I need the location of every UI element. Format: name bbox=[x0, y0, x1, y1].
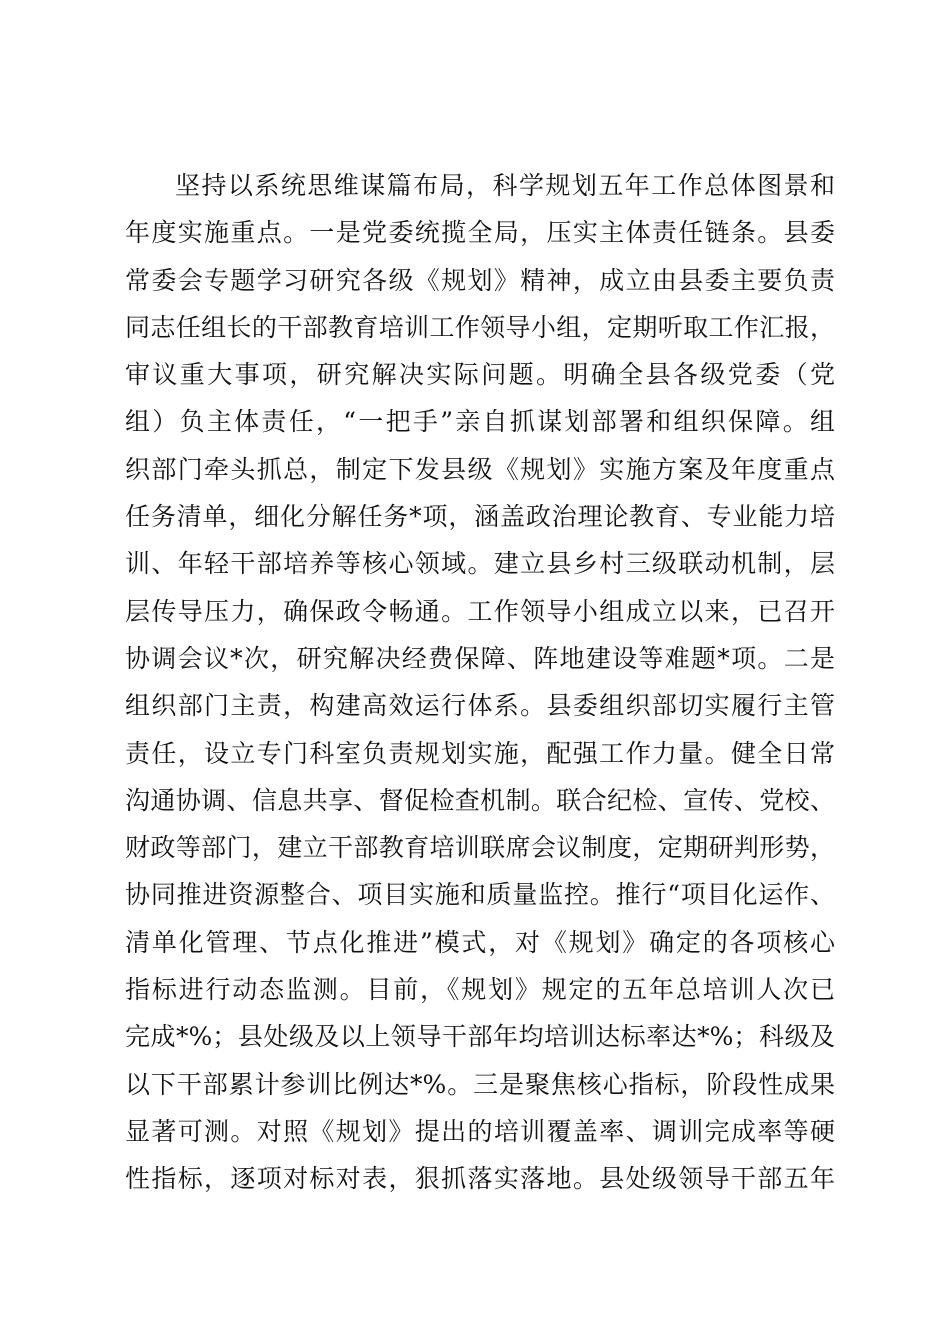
text-line: 性指标，逐项对标对表，狠抓落实落地。县处级领导干部五年 bbox=[125, 1164, 835, 1194]
text-line: 审议重大事项，研究解决实际问题。明确全县各级党委（党 bbox=[125, 360, 835, 390]
text-line: 训、年轻干部培养等核心领域。建立县乡村三级联动机制，层 bbox=[125, 549, 835, 579]
text-line: 以下干部累计参训比例达*%。三是聚焦核心指标，阶段性成果 bbox=[125, 1069, 835, 1099]
text-line: 层传导压力，确保政令畅通。工作领导小组成立以来，已召开 bbox=[125, 596, 835, 626]
text-line: 组）负主体责任，“一把手”亲自抓谋划部署和组织保障。组 bbox=[125, 407, 835, 437]
text-line: 指标进行动态监测。目前，《规划》规定的五年总培训人次已 bbox=[125, 975, 835, 1005]
text-line: 协调会议*次，研究解决经费保障、阵地建设等难题*项。二是 bbox=[125, 643, 835, 673]
text-line: 清单化管理、节点化推进”模式，对《规划》确定的各项核心 bbox=[125, 927, 835, 957]
body-paragraph bbox=[125, 162, 835, 1203]
text-line: 常委会专题学习研究各级《规划》精神，成立由县委主要负责 bbox=[125, 265, 835, 295]
text-line: 组织部门主责，构建高效运行体系。县委组织部切实履行主管 bbox=[125, 691, 835, 721]
text-line: 显著可测。对照《规划》提出的培训覆盖率、调训完成率等硬 bbox=[125, 1116, 835, 1146]
text-line: 同志任组长的干部教育培训工作领导小组，定期听取工作汇报， bbox=[125, 312, 835, 342]
text-line: 任务清单，细化分解任务*项，涵盖政治理论教育、专业能力培 bbox=[125, 502, 835, 532]
text-line: 沟通协调、信息共享、督促检查机制。联合纪检、宣传、党校、 bbox=[125, 785, 835, 815]
text-line: 财政等部门，建立干部教育培训联席会议制度，定期研判形势， bbox=[125, 833, 835, 863]
text-line: 年度实施重点。一是党委统揽全局，压实主体责任链条。县委 bbox=[125, 218, 835, 248]
text-line: 坚持以系统思维谋篇布局，科学规划五年工作总体图景和 bbox=[175, 171, 835, 200]
text-line: 织部门牵头抓总，制定下发县级《规划》实施方案及年度重点 bbox=[125, 454, 835, 484]
text-line: 完成*%；县处级及以上领导干部年均培训达标率达*%；科级及 bbox=[125, 1022, 835, 1052]
text-line: 协同推进资源整合、项目实施和质量监控。推行“项目化运作、 bbox=[125, 880, 835, 910]
text-line: 责任，设立专门科室负责规划实施，配强工作力量。健全日常 bbox=[125, 738, 835, 768]
